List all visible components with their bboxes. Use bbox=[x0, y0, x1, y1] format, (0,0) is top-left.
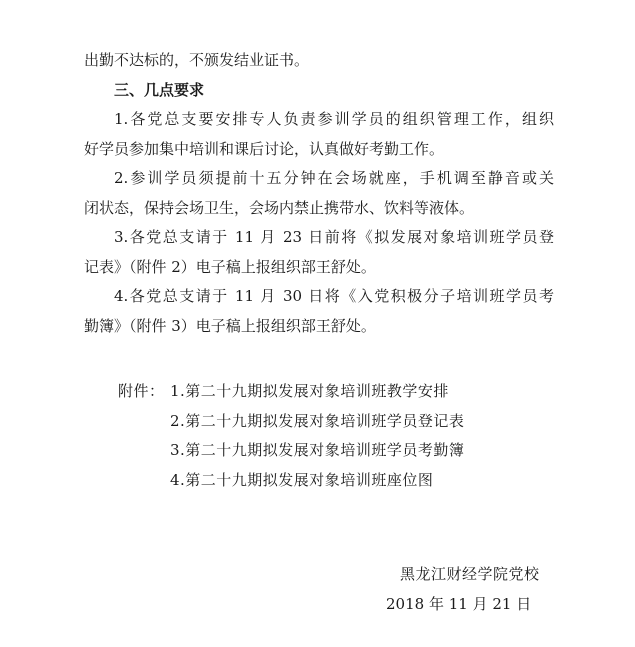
requirement-line: 3.各党总支请于 11 月 23 日前将《拟发展对象培训班学员登 bbox=[114, 228, 554, 246]
attachment-item bbox=[118, 466, 464, 496]
attachment-title: 2.第二十九期拟发展对象培训班学员登记表 bbox=[170, 411, 465, 430]
issuing-organization: 黑龙江财经学院党校 bbox=[400, 565, 540, 583]
document-body bbox=[84, 46, 554, 341]
attachment-title: 4.第二十九期拟发展对象培训班座位图 bbox=[170, 470, 434, 489]
requirement-line: 闭状态，保持会场卫生，会场内禁止携带水、饮料等液体。 bbox=[84, 198, 475, 217]
attachment-item bbox=[118, 407, 464, 437]
issue-date: 2018 年 11 月 21 日 bbox=[386, 594, 532, 613]
signature-block bbox=[386, 560, 540, 619]
section-heading: 三、几点要求 bbox=[114, 80, 205, 99]
attachment-title: 1.第二十九期拟发展对象培训班教学安排 bbox=[170, 382, 449, 400]
requirement-3 bbox=[84, 223, 554, 282]
requirement-line: 1.各党总支要安排专人负责参训学员的组织管理工作，组织 bbox=[114, 110, 554, 128]
requirement-line: 勤簿》（附件 3）电子稿上报组织部王舒处。 bbox=[84, 316, 376, 335]
attachment-item bbox=[118, 436, 464, 466]
requirement-1 bbox=[84, 105, 554, 164]
requirement-line: 4.各党总支请于 11 月 30 日将《入党积极分子培训班学员考 bbox=[114, 287, 554, 305]
requirement-2 bbox=[84, 164, 554, 223]
attachment-item bbox=[118, 377, 464, 407]
attachments-list bbox=[118, 377, 464, 495]
requirement-line: 2.参训学员须提前十五分钟在会场就座，手机调至静音或关 bbox=[114, 169, 554, 187]
requirement-line: 好学员参加集中培训和课后讨论，认真做好考勤工作。 bbox=[84, 139, 445, 158]
requirement-4 bbox=[84, 282, 554, 341]
attachment-title: 3.第二十九期拟发展对象培训班学员考勤簿 bbox=[170, 441, 465, 459]
requirement-line: 记表》（附件 2）电子稿上报组织部王舒处。 bbox=[84, 257, 376, 276]
attachments-label: 附件： bbox=[118, 382, 165, 400]
paragraph-end-line: 出勤不达标的，不颁发结业证书。 bbox=[84, 51, 310, 69]
